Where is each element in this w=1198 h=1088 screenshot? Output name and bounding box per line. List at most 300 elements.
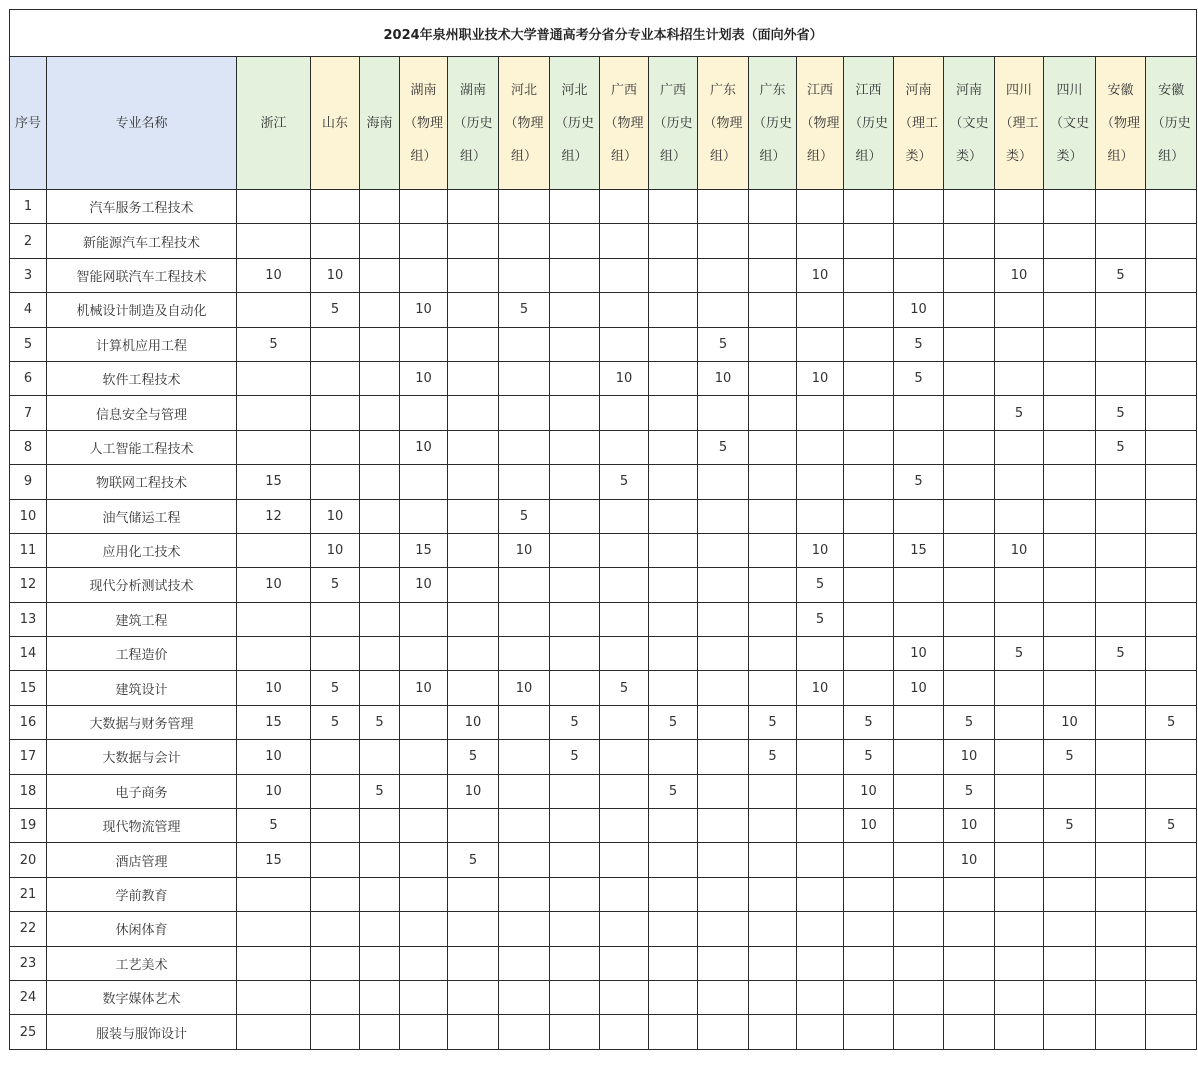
quota-cell: 5 [311,705,360,739]
quota-cell [1044,258,1096,292]
quota-cell [944,361,995,395]
quota-cell: 5 [499,499,550,533]
quota-cell [237,946,311,980]
quota-cell [600,809,649,843]
quota-cell [995,293,1044,327]
quota-cell [894,809,944,843]
quota-cell [1146,843,1197,877]
quota-cell [448,258,499,292]
quota-cell [797,809,844,843]
quota-cell [400,705,448,739]
quota-cell: 5 [894,327,944,361]
quota-cell [698,499,749,533]
quota-cell [550,671,600,705]
quota-cell [749,1015,797,1049]
quota-cell [698,1015,749,1049]
quota-cell [400,740,448,774]
quota-cell [400,774,448,808]
quota-cell [844,533,894,567]
quota-cell [944,946,995,980]
header-province-9: 广西（物理组） [600,57,649,190]
quota-cell [499,327,550,361]
table-row [10,568,1197,602]
header-province-2: 浙江 [237,57,311,190]
quota-cell [600,396,649,430]
major-name-cell: 大数据与会计 [47,740,237,774]
table-row [10,980,1197,1014]
quota-cell [1096,327,1146,361]
quota-cell: 10 [844,774,894,808]
quota-cell: 10 [237,568,311,602]
quota-cell [1096,809,1146,843]
quota-cell [400,327,448,361]
quota-cell [844,843,894,877]
quota-cell: 10 [944,809,995,843]
quota-cell: 5 [995,637,1044,671]
quota-cell [499,637,550,671]
row-index-cell: 12 [10,568,47,602]
quota-cell: 5 [237,809,311,843]
quota-cell [797,843,844,877]
quota-cell [1146,465,1197,499]
quota-cell: 5 [649,705,698,739]
quota-cell: 5 [600,465,649,499]
quota-cell: 10 [311,533,360,567]
quota-cell [400,1015,448,1049]
quota-cell [360,293,400,327]
quota-cell [797,327,844,361]
quota-cell [1096,293,1146,327]
quota-cell [698,190,749,224]
quota-cell [1146,224,1197,258]
quota-cell [944,499,995,533]
quota-cell [360,843,400,877]
quota-cell [894,224,944,258]
quota-cell [649,980,698,1014]
header-province-7: 河北（物理组） [499,57,550,190]
quota-cell: 5 [749,740,797,774]
header-province-4: 海南 [360,57,400,190]
quota-cell [360,224,400,258]
quota-cell [237,190,311,224]
quota-cell [237,361,311,395]
quota-cell [499,980,550,1014]
quota-cell [1096,980,1146,1014]
quota-cell [550,1015,600,1049]
row-index-cell: 4 [10,293,47,327]
quota-cell [600,946,649,980]
quota-cell [844,912,894,946]
quota-cell [995,980,1044,1014]
quota-cell [1044,293,1096,327]
quota-cell [894,877,944,911]
quota-cell [400,946,448,980]
table-row [10,190,1197,224]
quota-cell [797,637,844,671]
row-index-cell: 16 [10,705,47,739]
row-index-cell: 18 [10,774,47,808]
quota-cell [448,224,499,258]
quota-cell [844,499,894,533]
quota-cell [448,877,499,911]
quota-cell [844,465,894,499]
quota-cell [797,1015,844,1049]
quota-cell [894,705,944,739]
quota-cell [360,327,400,361]
quota-cell [649,190,698,224]
quota-cell [360,809,400,843]
quota-cell [448,912,499,946]
quota-cell [360,533,400,567]
quota-cell [797,705,844,739]
quota-cell [995,465,1044,499]
quota-cell [698,465,749,499]
row-index-cell: 13 [10,602,47,636]
table-row [10,430,1197,464]
quota-cell [995,774,1044,808]
quota-cell [400,843,448,877]
table-row [10,465,1197,499]
quota-cell: 5 [360,774,400,808]
quota-cell [698,946,749,980]
quota-cell [894,946,944,980]
quota-cell [1096,533,1146,567]
quota-cell [649,465,698,499]
major-name-cell: 智能网联汽车工程技术 [47,258,237,292]
header-province-12: 广东（历史组） [749,57,797,190]
quota-cell [1044,499,1096,533]
quota-cell [400,877,448,911]
quota-cell [600,705,649,739]
quota-cell [1044,361,1096,395]
major-name-cell: 数字媒体艺术 [47,980,237,1014]
quota-cell: 10 [797,258,844,292]
quota-cell: 5 [698,430,749,464]
quota-cell [550,637,600,671]
quota-cell [649,946,698,980]
major-name-cell: 休闲体育 [47,912,237,946]
quota-cell [944,430,995,464]
quota-cell [1096,912,1146,946]
quota-cell [995,809,1044,843]
row-index-cell: 10 [10,499,47,533]
quota-cell [649,224,698,258]
quota-cell [749,602,797,636]
quota-cell [995,327,1044,361]
quota-cell [698,774,749,808]
quota-cell [360,602,400,636]
table-row [10,740,1197,774]
quota-cell: 10 [311,258,360,292]
quota-cell: 5 [797,602,844,636]
quota-cell [237,912,311,946]
quota-cell: 5 [894,361,944,395]
quota-cell [550,465,600,499]
quota-cell [400,912,448,946]
quota-cell [550,533,600,567]
header-province-6: 湖南（历史组） [448,57,499,190]
quota-cell [1096,190,1146,224]
quota-cell [1096,946,1146,980]
quota-cell [844,258,894,292]
quota-cell [797,465,844,499]
quota-cell [499,774,550,808]
quota-cell [550,327,600,361]
quota-cell [237,430,311,464]
quota-cell [944,190,995,224]
quota-cell: 10 [944,740,995,774]
quota-cell [844,877,894,911]
header-province-11: 广东（物理组） [698,57,749,190]
quota-cell [499,705,550,739]
row-index-cell: 6 [10,361,47,395]
quota-cell [698,980,749,1014]
quota-cell [550,190,600,224]
quota-cell [1146,946,1197,980]
quota-cell: 5 [1096,637,1146,671]
quota-cell [311,327,360,361]
table-row [10,843,1197,877]
quota-cell [698,396,749,430]
quota-cell [749,293,797,327]
quota-cell [944,533,995,567]
major-name-cell: 机械设计制造及自动化 [47,293,237,327]
quota-cell [550,946,600,980]
quota-cell [400,980,448,1014]
quota-cell [844,293,894,327]
quota-cell [1096,1015,1146,1049]
quota-cell [995,1015,1044,1049]
quota-cell [600,912,649,946]
quota-cell [995,224,1044,258]
table-row [10,912,1197,946]
header-province-20: 安徽（历史组） [1146,57,1197,190]
quota-cell [237,1015,311,1049]
quota-cell [1096,774,1146,808]
quota-cell [1146,980,1197,1014]
major-name-cell: 物联网工程技术 [47,465,237,499]
quota-cell [698,602,749,636]
quota-cell [499,946,550,980]
quota-cell [649,637,698,671]
quota-cell [844,430,894,464]
quota-cell [1146,327,1197,361]
quota-cell [1146,877,1197,911]
quota-cell [448,430,499,464]
quota-cell [550,396,600,430]
quota-cell [844,224,894,258]
quota-cell [499,465,550,499]
quota-cell: 10 [448,705,499,739]
quota-cell [499,361,550,395]
quota-cell [944,637,995,671]
quota-cell [894,843,944,877]
quota-cell [649,568,698,602]
quota-cell [400,602,448,636]
quota-cell: 5 [1096,430,1146,464]
table-row [10,809,1197,843]
quota-cell [749,465,797,499]
quota-cell: 5 [550,705,600,739]
quota-cell [1096,568,1146,602]
quota-cell [749,912,797,946]
quota-cell [499,1015,550,1049]
quota-cell [894,740,944,774]
quota-cell [550,224,600,258]
quota-cell [1146,361,1197,395]
quota-cell: 10 [448,774,499,808]
quota-cell: 15 [237,843,311,877]
quota-cell [600,602,649,636]
quota-cell [400,258,448,292]
quota-cell [995,671,1044,705]
quota-cell [995,912,1044,946]
quota-cell [1044,912,1096,946]
quota-cell [749,809,797,843]
quota-cell [1096,843,1146,877]
quota-cell [995,740,1044,774]
quota-cell [797,912,844,946]
table-row [10,327,1197,361]
quota-cell: 5 [844,740,894,774]
quota-cell [550,809,600,843]
quota-cell [944,877,995,911]
quota-cell [649,499,698,533]
quota-cell [600,533,649,567]
quota-cell [1146,740,1197,774]
quota-cell: 5 [600,671,649,705]
quota-cell [550,877,600,911]
quota-cell [649,327,698,361]
quota-cell [400,809,448,843]
quota-cell [360,258,400,292]
quota-cell: 10 [995,258,1044,292]
quota-cell [1044,396,1096,430]
quota-cell [1044,877,1096,911]
quota-cell [448,190,499,224]
quota-cell: 5 [550,740,600,774]
quota-cell [649,602,698,636]
quota-cell: 5 [448,740,499,774]
table-row [10,499,1197,533]
quota-cell [649,671,698,705]
quota-cell [749,533,797,567]
quota-cell [311,912,360,946]
quota-cell: 12 [237,499,311,533]
quota-cell: 10 [894,637,944,671]
major-name-cell: 现代物流管理 [47,809,237,843]
table-row [10,1015,1197,1049]
quota-cell [649,877,698,911]
quota-cell [237,877,311,911]
quota-cell: 10 [400,568,448,602]
row-index-cell: 9 [10,465,47,499]
quota-cell [1096,224,1146,258]
quota-cell [797,980,844,1014]
quota-cell [894,1015,944,1049]
major-name-cell: 工程造价 [47,637,237,671]
row-index-cell: 1 [10,190,47,224]
quota-cell [400,396,448,430]
quota-cell [360,980,400,1014]
quota-cell: 5 [649,774,698,808]
quota-cell [844,602,894,636]
quota-cell [649,1015,698,1049]
quota-cell [698,740,749,774]
quota-cell [550,499,600,533]
quota-cell [1044,946,1096,980]
quota-cell [600,499,649,533]
header-province-19: 安徽（物理组） [1096,57,1146,190]
quota-cell [749,877,797,911]
quota-cell: 10 [311,499,360,533]
row-index-cell: 15 [10,671,47,705]
quota-cell [448,327,499,361]
quota-cell [698,877,749,911]
quota-cell [1044,774,1096,808]
major-name-cell: 建筑设计 [47,671,237,705]
quota-cell [237,980,311,1014]
quota-cell: 10 [400,293,448,327]
quota-cell [550,568,600,602]
quota-cell [360,740,400,774]
quota-cell [600,293,649,327]
quota-cell [448,396,499,430]
major-name-cell: 现代分析测试技术 [47,568,237,602]
row-index-cell: 22 [10,912,47,946]
quota-cell [749,258,797,292]
row-index-cell: 25 [10,1015,47,1049]
quota-cell [499,224,550,258]
quota-cell [600,1015,649,1049]
quota-cell [237,224,311,258]
quota-cell: 5 [944,774,995,808]
header-province-3: 山东 [311,57,360,190]
quota-cell [995,946,1044,980]
quota-cell [944,1015,995,1049]
quota-cell [844,946,894,980]
quota-cell [749,980,797,1014]
quota-cell [1096,361,1146,395]
quota-cell: 5 [698,327,749,361]
quota-cell [448,1015,499,1049]
quota-cell [311,809,360,843]
row-index-cell: 17 [10,740,47,774]
quota-cell [600,980,649,1014]
quota-cell: 5 [944,705,995,739]
quota-cell [698,568,749,602]
quota-cell [698,293,749,327]
quota-cell [1096,705,1146,739]
quota-cell [797,877,844,911]
quota-cell [360,361,400,395]
quota-cell [844,671,894,705]
major-name-cell: 新能源汽车工程技术 [47,224,237,258]
quota-cell: 10 [600,361,649,395]
quota-cell [311,637,360,671]
quota-cell [360,912,400,946]
major-name-cell: 服装与服饰设计 [47,1015,237,1049]
quota-cell [311,774,360,808]
quota-cell [550,258,600,292]
row-index-cell: 11 [10,533,47,567]
quota-cell [698,843,749,877]
quota-cell [1044,327,1096,361]
quota-cell [499,877,550,911]
quota-cell [944,396,995,430]
quota-cell [1044,465,1096,499]
quota-cell [237,602,311,636]
